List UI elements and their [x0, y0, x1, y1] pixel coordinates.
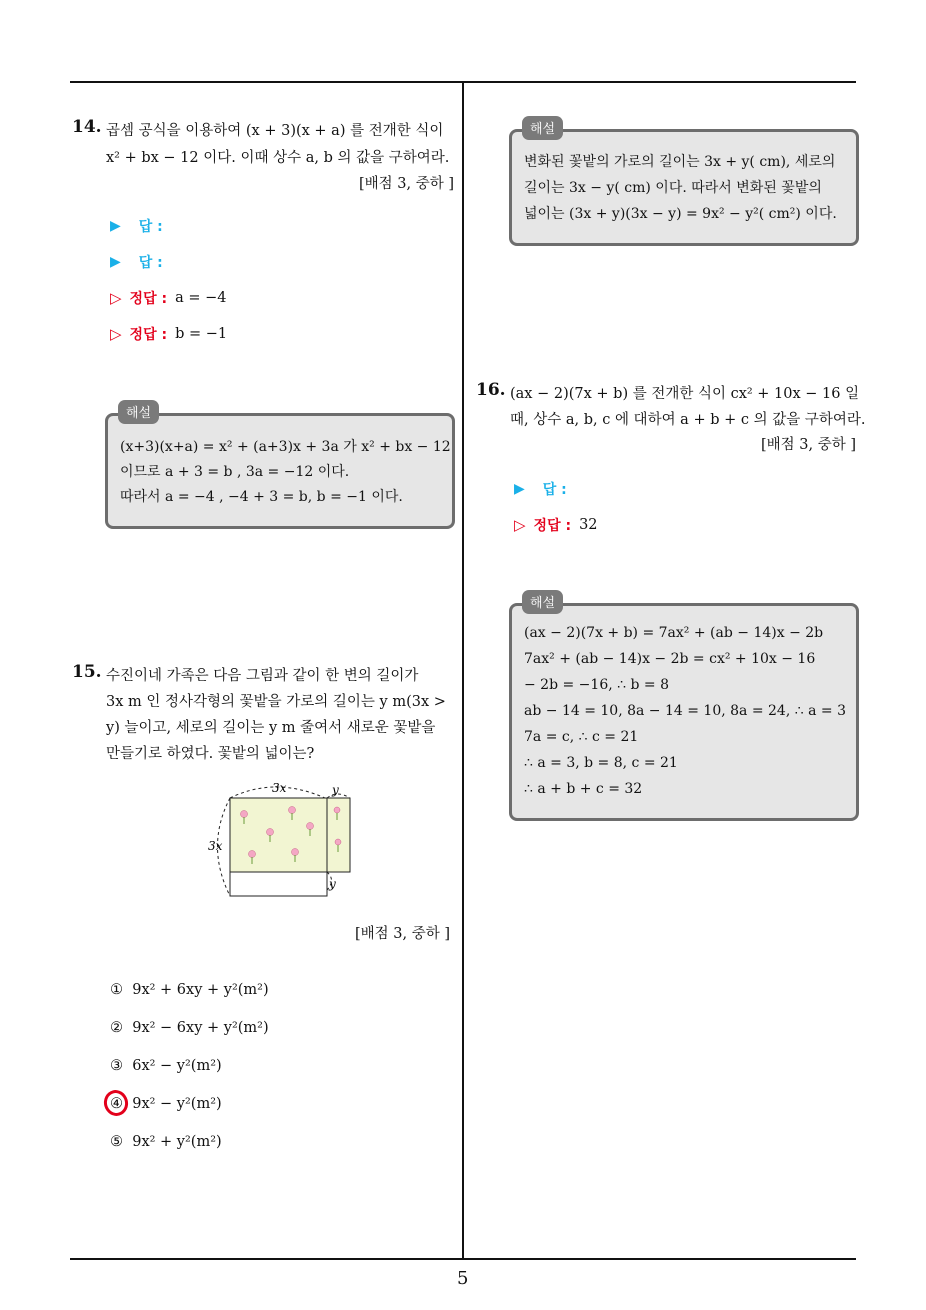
correct-label: 정답 :: [129, 327, 168, 343]
column-divider: [462, 83, 464, 1259]
open-triangle-icon: ▷: [110, 325, 122, 343]
choice-mark: ⑤: [110, 1134, 123, 1150]
q16-correct: [514, 515, 598, 535]
choice-text: 9x² − 6xy + y²(m²): [132, 1020, 269, 1036]
q14-text-line-2: x² + bx − 12 이다. 이때 상수 a, b 의 값을 구하여라.: [106, 150, 450, 166]
q16-explanation-tag: 해설: [522, 590, 563, 614]
q15-choice-3[interactable]: [110, 1058, 222, 1074]
q16-explain-line-1: (ax − 2)(7x + b) = 7ax² + (ab − 14)x − 2b: [524, 625, 824, 641]
choice-text: 9x² + 6xy + y²(m²): [132, 982, 269, 998]
q16-answer: [514, 479, 575, 499]
q14-answer-1: [110, 216, 171, 236]
open-triangle-icon: ▷: [110, 289, 122, 307]
q15-text-line-1: 수진이네 가족은 다음 그림과 같이 한 변의 길이가: [106, 668, 419, 684]
choice-mark: ④: [110, 1096, 123, 1112]
q15-explanation-tag: 해설: [522, 116, 563, 140]
correct-label: 정답 :: [129, 291, 168, 307]
page-number: 5: [457, 1268, 469, 1289]
q16-explain-line-2: 7ax² + (ab − 14)x − 2b = cx² + 10x − 16: [524, 651, 816, 667]
selected-answer-circle-icon: [101, 1087, 131, 1118]
q15-text-line-3: y) 늘이고, 세로의 길이는 y m 줄여서 새로운 꽃밭을: [106, 720, 436, 736]
open-triangle-icon: ▷: [514, 516, 526, 534]
play-icon: ▶: [110, 218, 121, 234]
q15-choice-2[interactable]: [110, 1020, 269, 1036]
q14-explain-line-1: (x+3)(x+a) = x² + (a+3)x + 3a 가 x² + bx − 12: [120, 439, 451, 455]
q14-meta: [배점 3, 중하 ]: [358, 176, 454, 192]
q16-explain-line-6: ∴ a = 3, b = 8, c = 21: [524, 755, 678, 771]
flowerbed-figure: [200, 778, 360, 904]
correct-value: 32: [579, 517, 598, 533]
q16-number: 16.: [476, 380, 506, 400]
choice-text: 9x² + y²(m²): [132, 1134, 222, 1150]
q16-text-line-1: (ax − 2)(7x + b) 를 전개한 식이 cx² + 10x − 16 일: [510, 386, 860, 402]
correct-label: 정답 :: [533, 518, 572, 534]
q14-text-line-1: 곱셈 공식을 이용하여 (x + 3)(x + a) 를 전개한 식이: [106, 123, 444, 139]
play-icon: ▶: [514, 481, 525, 497]
q16-explain-line-5: 7a = c, ∴ c = 21: [524, 729, 639, 745]
choice-mark: ②: [110, 1020, 123, 1036]
figure-top-label: 3x: [272, 781, 287, 795]
q15-text-line-2: 3x m 인 정사각형의 꽃밭을 가로의 길이는 y m(3x >: [106, 694, 446, 710]
figure-left-label: 3x: [208, 839, 223, 853]
answer-label: 답 :: [138, 255, 163, 271]
choice-mark: ③: [110, 1058, 123, 1074]
q15-meta: [배점 3, 중하 ]: [354, 926, 450, 942]
q16-explain-line-3: − 2b = −16, ∴ b = 8: [524, 677, 669, 693]
answer-label: 답 :: [138, 219, 163, 235]
q14-explain-line-2: 이므로 a + 3 = b , 3a = −12 이다.: [120, 464, 350, 480]
q14-correct-2: [110, 324, 227, 344]
correct-value: b = −1: [175, 326, 228, 342]
q15-number: 15.: [72, 662, 102, 682]
q16-text-line-2: 때, 상수 a, b, c 에 대하여 a + b + c 의 값을 구하여라.: [510, 412, 866, 428]
correct-value: a = −4: [175, 290, 227, 306]
q16-explain-line-4: ab − 14 = 10, 8a − 14 = 10, 8a = 24, ∴ a = 3: [524, 703, 846, 719]
q16-explain-line-7: ∴ a + b + c = 32: [524, 781, 643, 797]
choice-text: 6x² − y²(m²): [132, 1058, 222, 1074]
bottom-rule: [70, 1258, 856, 1260]
choice-text: 9x² − y²(m²): [132, 1096, 222, 1112]
q14-answer-2: [110, 252, 171, 272]
q15-choice-5[interactable]: [110, 1134, 222, 1150]
q15-explain-line-1: 변화된 꽃밭의 가로의 길이는 3x + y( cm), 세로의: [524, 154, 836, 170]
choice-mark: ①: [110, 982, 123, 998]
q14-explanation-tag: 해설: [118, 400, 159, 424]
q15-explain-line-2: 길이는 3x − y( cm) 이다. 따라서 변화된 꽃밭의: [524, 180, 822, 196]
q15-explain-line-3: 넓이는 (3x + y)(3x − y) = 9x² − y²( cm²) 이다.: [524, 206, 837, 222]
q14-correct-1: [110, 288, 226, 308]
q14-number: 14.: [72, 117, 102, 137]
play-icon: ▶: [110, 254, 121, 270]
q15-choice-1[interactable]: [110, 982, 269, 998]
figure-right-top-label: y: [332, 783, 339, 797]
figure-right-bottom-label: y: [329, 877, 336, 891]
q14-explain-line-3: 따라서 a = −4 , −4 + 3 = b, b = −1 이다.: [120, 489, 403, 505]
q16-meta: [배점 3, 중하 ]: [760, 437, 856, 453]
q15-text-line-4: 만들기로 하였다. 꽃밭의 넓이는?: [106, 746, 315, 762]
answer-label: 답 :: [542, 482, 567, 498]
